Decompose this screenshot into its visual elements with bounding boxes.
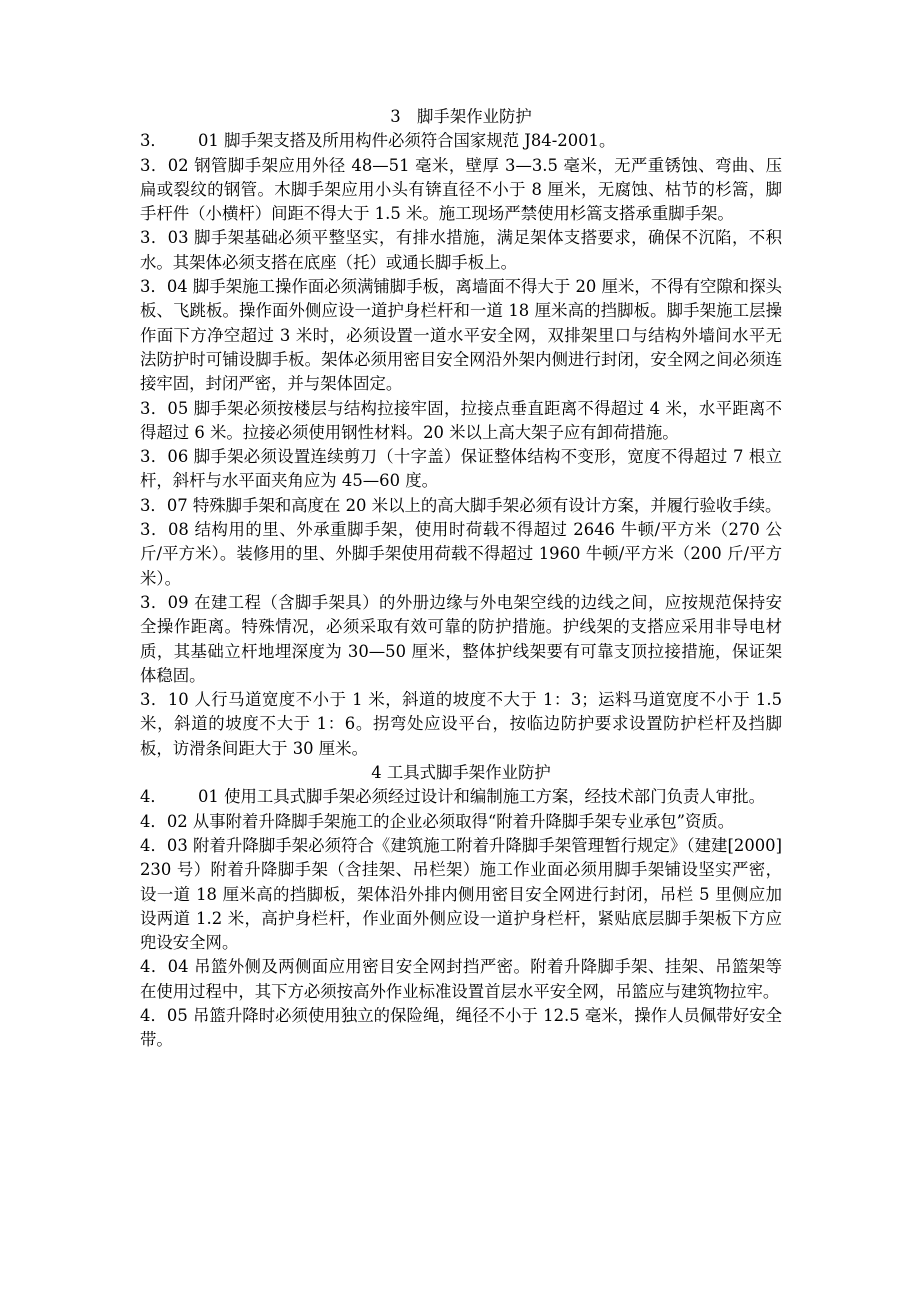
section-title: 3 脚手架作业防护 (390, 107, 532, 126)
clause-3-05: 3．05 脚手架必须按楼层与结构拉接牢固，拉接点垂直距离不得超过 4 米，水平距离不得超过 6 米。拉接必须使用钢性材料。20 米以上高大架子应有卸荷措施。 (140, 398, 782, 442)
clause-3-09: 3．09 在建工程（含脚手架具）的外册边缘与外电架空线的边线之间，应按规范保持安全操作距离。特殊情况，必须采取有效可靠的防护措施。护线架的支搭应采用非导电材质，其基础立杆地埋深度为 30—50 厘米，整体护线架要有可靠支顶拉接措施，保证架体稳固。 (140, 592, 782, 685)
clause-4-05: 4．05 吊篮升降时必须使用独立的保险绳，绳径不小于 12.5 毫米，操作人员佩带好安全带。 (140, 1005, 782, 1050)
clause-text: 01 使用工具式脚手架必须经过设计和编制施工方案，经技术部门负责人审批。 (198, 787, 765, 807)
clause-3-03: 3．03 脚手架基础必须平整坚实，有排水措施，满足架体支搭要求，确保不沉陷，不积水。其架体必须支搭在底座（托）或通长脚手板上。 (140, 228, 782, 272)
clause-3-01 (140, 129, 782, 153)
clause-4-02: 4．02 从事附着升降脚手架施工的企业必须取得“附着升降脚手架专业承包”资质。 (140, 811, 735, 831)
clause-4-04: 4．04 吊篮外侧及两侧面应用密目安全网封挡严密。附着升降脚手架、挂架、吊篮架等在使用过程中，其下方必须按高外作业标准设置首层水平安全网，吊篮应与建筑物拉牢。 (140, 957, 782, 1001)
clause-3-08: 3．08 结构用的里、外承重脚手架，使用时荷载不得超过 2646 牛顿/平方米（270 公斤/平方米）。装修用的里、外脚手架使用荷载不得超过 1960 牛顿/平方米（200 斤/平方米）。 (140, 520, 782, 588)
clause-3-04: 3．04 脚手架施工操作面必须满铺脚手板，离墙面不得大于 20 厘米，不得有空隙和探头板、飞跳板。操作面外侧应设一道护身栏杆和一道 18 厘米高的挡脚板。脚手架施工层操作面下方净空超过 3 米时，必须设置一道水平安全网，双排架里口与结构外墙间水平无法防护时可铺设脚手板。架体必须用密目安全网沿外架内侧进行封闭，安全网之间必须连接牢固，封闭严密，并与架体固定。 (140, 277, 782, 394)
clause-3-06: 3．06 脚手架必须设置连续剪刀（十字盖）保证整体结构不变形，宽度不得超过 7 根立杆，斜杆与水平面夹角应为 45—60 度。 (140, 447, 782, 491)
section-title: 4 工具式脚手架作业防护 (371, 763, 551, 783)
clause-number: 3． (140, 131, 167, 151)
document-page (140, 105, 782, 1053)
clause-4-03: 4．03 附着升降脚手架必须符合《建筑施工附着升降脚手架管理暂行规定》（建建[2000]230 号）附着升降脚手架（含挂架、吊栏架）施工作业面必须用脚手架铺设坚实严密，设一道 18 厘米高的挡脚板，架体沿外排内侧用密目安全网进行封闭，吊栏 5 里侧应加设两道 1.2 米，高护身栏杆，作业面外侧应设一道护身栏杆，紧贴底层脚手架板下方应兜设安全网。 (140, 835, 782, 953)
clause-number: 4． (140, 787, 167, 807)
clause-4-01 (140, 785, 782, 809)
clause-3-10: 3．10 人行马道宽度不小于 1 米，斜道的坡度不大于 1：3；运料马道宽度不小于 1.5 米，斜道的坡度不大于 1：6。拐弯处应设平台，按临边防护要求设置防护栏杆及挡脚板，访滑条间距大于 30 厘米。 (140, 690, 782, 758)
clause-text: 01 脚手架支搭及所用构件必须符合国家规范 J84-2001。 (198, 131, 616, 151)
clause-3-02: 3．02 钢管脚手架应用外径 48—51 毫米，壁厚 3—3.5 毫米，无严重锈蚀、弯曲、压扁或裂纹的钢管。木脚手架应用小头有锛直径不小于 8 厘米，无腐蚀、枯节的杉篙，脚手杆件（小横杆）间距不得大于 1.5 米。施工现场严禁使用杉篙支搭承重脚手架。 (140, 155, 782, 224)
clause-3-07: 3．07 特殊脚手架和高度在 20 米以上的高大脚手架必须有设计方案，并履行验收手续。 (140, 495, 782, 515)
